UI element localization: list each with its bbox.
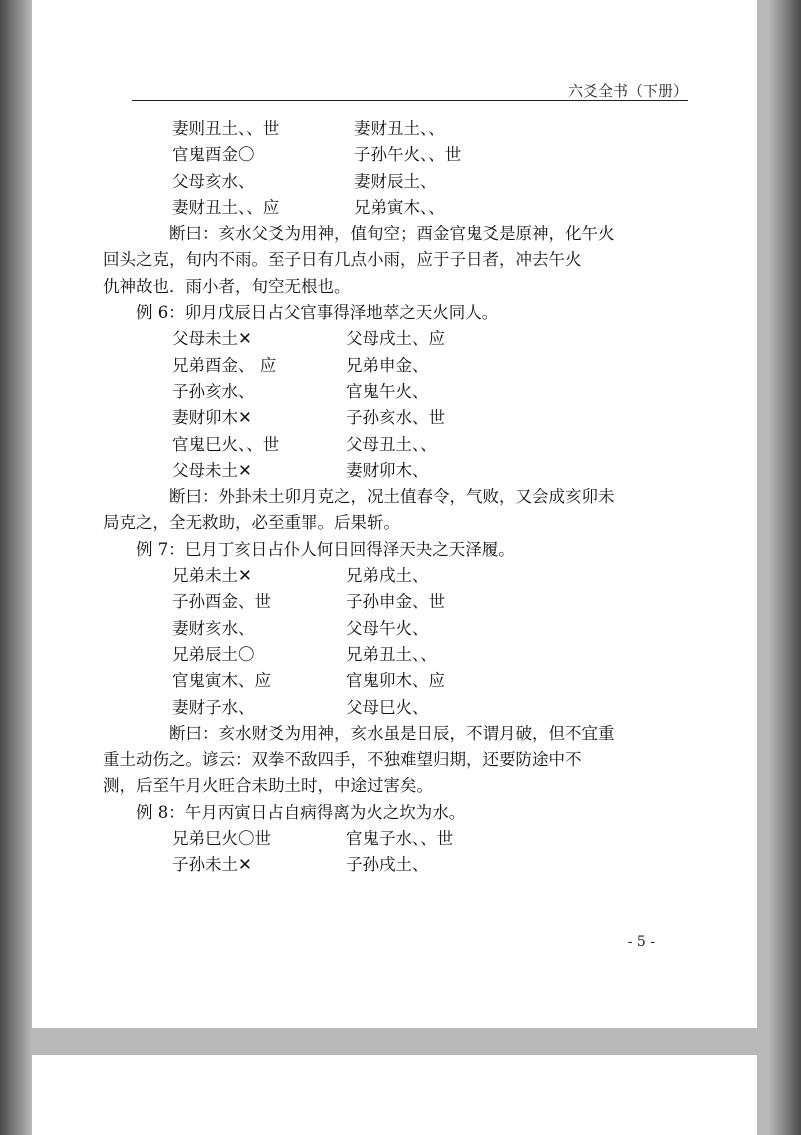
changed-line: 父母午火、 xyxy=(346,618,429,638)
changed-line: 妻财丑土、、 xyxy=(354,119,445,138)
changed-line: 父母丑土、、 xyxy=(346,434,437,454)
hexagram-row xyxy=(136,826,688,852)
original-line: 妻则丑土、、世 xyxy=(172,119,280,138)
changed-line: 兄弟申金、 xyxy=(346,355,429,375)
hexagram-row xyxy=(136,589,688,615)
original-line: 子孙亥水、 xyxy=(172,381,255,401)
hexagram-table xyxy=(136,326,688,484)
hexagram-row xyxy=(136,852,688,878)
original-line: 父母未土✕ xyxy=(172,460,252,480)
text-line: 测，后至午月火旺合未助土时，中途过害矣。 xyxy=(103,776,433,796)
changed-line: 官鬼卯木、应 xyxy=(346,671,445,691)
changed-line: 子孙亥水、世 xyxy=(346,408,445,428)
hexagram-row xyxy=(136,616,688,642)
example-title: 例 6：卯月戊辰日占父官事得泽地萃之天火同人。 xyxy=(136,303,499,323)
hexagram-row xyxy=(136,695,688,721)
judgment-paragraph xyxy=(103,721,688,800)
text-line: 断曰：亥水财爻为用神，亥水虽是日辰，不谓月破，但不宜重 xyxy=(169,723,615,743)
original-line: 妻财子水、 xyxy=(172,697,255,717)
changed-line: 父母巳火、 xyxy=(346,697,429,717)
hexagram-row xyxy=(136,432,688,458)
text-line: 局克之，全无救助，必至重罪。后果斩。 xyxy=(103,513,400,533)
changed-line: 官鬼子水、、世 xyxy=(346,829,454,849)
changed-line: 妻财辰土、 xyxy=(354,171,437,191)
hexagram-row xyxy=(136,458,688,484)
text-line: 重土动伤之。谚云：双拳不敌四手，不独难望归期，还要防途中不 xyxy=(103,750,582,770)
original-line: 官鬼寅木、应 xyxy=(172,671,271,691)
changed-line: 子孙申金、世 xyxy=(346,592,445,612)
text-line: 断曰：亥水父爻为用神，值旬空；酉金官鬼爻是原神，化午火 xyxy=(169,224,615,244)
original-line: 子孙酉金、世 xyxy=(172,592,271,612)
text-line: 回头之克，旬内不雨。至子日有几点小雨，应于子日者，冲去午火 xyxy=(103,250,582,270)
changed-line: 兄弟丑土、、 xyxy=(346,644,437,664)
hexagram-table xyxy=(136,826,688,879)
example-title: 例 7：巳月丁亥日占仆人何日回得泽天夬之天泽履。 xyxy=(136,539,515,559)
hexagram-row xyxy=(136,195,688,221)
hexagram-table xyxy=(136,563,688,721)
changed-line: 兄弟寅木、、 xyxy=(354,197,445,217)
hexagram-row xyxy=(136,405,688,431)
hexagram-row xyxy=(136,563,688,589)
judgment-paragraph xyxy=(103,484,688,537)
changed-line: 妻财卯木、 xyxy=(346,460,429,480)
hexagram-row xyxy=(136,379,688,405)
original-line: 子孙未土✕ xyxy=(172,855,252,875)
next-page xyxy=(32,1055,757,1135)
judgment-paragraph xyxy=(103,221,688,300)
hexagram-row xyxy=(136,169,688,195)
running-head: 六爻全书（下册） xyxy=(567,82,688,100)
original-line: 妻财卯木✕ xyxy=(172,408,252,428)
hexagram-row xyxy=(136,142,688,168)
hexagram-row xyxy=(136,668,688,694)
hexagram-row xyxy=(136,642,688,668)
example-title: 例 8：午月丙寅日占自病得离为火之坎为水。 xyxy=(136,802,466,822)
original-line: 官鬼巳火、、世 xyxy=(172,434,280,454)
changed-line: 父母戌土、应 xyxy=(346,329,445,349)
text-line: 断曰：外卦未土卯月克之，况土值春令，气败，又会成亥卯未 xyxy=(169,487,615,507)
hexagram-row xyxy=(136,116,688,142)
hexagram-table xyxy=(136,116,688,221)
changed-line: 子孙戌土、 xyxy=(346,855,429,875)
text-line: 仇神故也．雨小者，旬空无根也。 xyxy=(103,276,351,296)
original-line: 父母未土✕ xyxy=(172,329,252,349)
original-line: 兄弟未土✕ xyxy=(172,566,252,586)
original-line: 兄弟巳火〇世 xyxy=(172,829,271,849)
original-line: 父母亥水、 xyxy=(172,171,255,191)
header-rule xyxy=(132,100,688,101)
changed-line: 官鬼午火、 xyxy=(346,381,429,401)
changed-line: 兄弟戌土、 xyxy=(346,566,429,586)
original-line: 兄弟酉金、 应 xyxy=(172,355,277,375)
page-content xyxy=(103,116,688,879)
book-page xyxy=(32,0,757,1028)
original-line: 妻财丑土、、应 xyxy=(172,197,280,217)
original-line: 官鬼酉金〇 xyxy=(172,145,255,165)
hexagram-row xyxy=(136,326,688,352)
original-line: 妻财亥水、 xyxy=(172,618,255,638)
page-number: - 5 - xyxy=(627,934,655,950)
hexagram-row xyxy=(136,353,688,379)
original-line: 兄弟辰土〇 xyxy=(172,644,255,664)
changed-line: 子孙午火、、世 xyxy=(354,145,462,165)
